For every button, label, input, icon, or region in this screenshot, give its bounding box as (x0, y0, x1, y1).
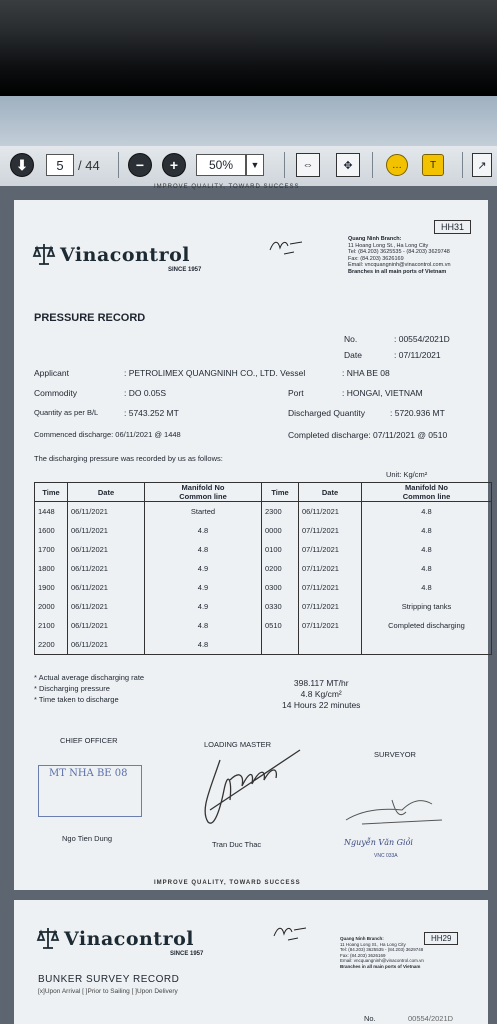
vessel-stamp (38, 765, 142, 817)
since-text: SINCE 1957 (170, 951, 204, 957)
table-cell: 07/11/2021 (299, 559, 362, 578)
table-cell: 0300 (262, 578, 299, 597)
vinacontrol-logo-icon (32, 242, 56, 266)
table-cell: 06/11/2021 (68, 521, 145, 540)
fit-width-button[interactable] (296, 152, 320, 178)
table-cell (362, 635, 492, 655)
branch-line: 11 Hoang Long St., Ha Long City (348, 242, 429, 249)
table-cell: 4.9 (145, 597, 262, 616)
table-cell: 0200 (262, 559, 299, 578)
table-cell: 06/11/2021 (68, 635, 145, 655)
table-cell: 1800 (35, 559, 68, 578)
document-page (14, 184, 488, 890)
branch-line: Branches in all main ports of Vietnam (348, 268, 447, 275)
page-number-field[interactable] (46, 152, 74, 178)
qty-bl-value: : 5743.252 MT (124, 408, 179, 418)
intro-text: The discharging pressure was recorded by us as follows: (34, 454, 223, 463)
table-cell: 4.8 (362, 502, 492, 522)
pressure-table (34, 482, 492, 655)
chevron-down-icon[interactable]: ▼ (246, 154, 264, 176)
next-page-button[interactable] (10, 152, 34, 178)
branch-address (348, 236, 451, 275)
table-cell: 4.9 (145, 559, 262, 578)
branch-line: Quang Ninh Branch: (340, 936, 384, 941)
handwritten-initials (268, 236, 308, 263)
table-cell: 1900 (35, 578, 68, 597)
table-cell: 4.8 (362, 559, 492, 578)
table-cell: 07/11/2021 (299, 616, 362, 635)
summary-label: * Actual average discharging rate (34, 673, 145, 682)
summary-label: * Discharging pressure (34, 684, 110, 693)
highlight-button[interactable] (422, 152, 444, 178)
toolbar-separator (118, 152, 119, 178)
table-cell: Stripping tanks (362, 597, 492, 616)
port-label: Port (288, 388, 304, 398)
summary-value: 14 Hours 22 minutes (282, 700, 361, 710)
surveyor-signature (342, 790, 452, 835)
company-logo-text: Vinacontrol (64, 928, 194, 950)
date-value: : 07/11/2021 (394, 350, 441, 360)
zoom-out-button[interactable] (128, 152, 152, 178)
table-row (35, 578, 492, 597)
form-code: HH31 (434, 220, 471, 234)
zoom-in-button[interactable] (162, 152, 186, 178)
toolbar-separator (284, 152, 285, 178)
expand-button[interactable] (472, 152, 492, 178)
company-logo-text: Vinacontrol (60, 244, 190, 266)
no-value: : 00554/2021D (394, 334, 450, 344)
table-cell: 07/11/2021 (299, 578, 362, 597)
branch-address (340, 936, 424, 969)
surveyor-code: VNC 033A (374, 853, 398, 859)
summary-value: 4.8 Kg/cm² (300, 689, 342, 699)
table-cell: 2100 (35, 616, 68, 635)
branch-line: Tel: (84.203) 3625535 - (84.203) 3629748 (340, 947, 424, 952)
summary-value: 398.117 MT/hr (293, 678, 349, 688)
page-total: / 44 (78, 157, 100, 173)
table-row (35, 635, 492, 655)
branch-line: Branches in all main ports of Vietnam (340, 963, 421, 969)
header-date: Date (68, 483, 145, 502)
table-cell: 4.8 (362, 521, 492, 540)
stamp-text: MT NHA BE 08 (49, 768, 128, 779)
monitor-bezel (0, 0, 497, 96)
window-titlebar (0, 96, 497, 146)
summary-values (282, 678, 360, 711)
table-cell: 1448 (35, 502, 68, 522)
table-cell: 2200 (35, 635, 68, 655)
fit-width-icon: ⇔ (296, 153, 320, 177)
table-cell: 4.9 (145, 578, 262, 597)
table-cell: 0330 (262, 597, 299, 616)
table-cell (299, 635, 362, 655)
commodity-label: Commodity (34, 388, 77, 398)
document-title: PRESSURE RECORD (34, 312, 146, 324)
pdf-toolbar (0, 146, 497, 187)
header-manifold: Manifold No Common line (362, 483, 492, 502)
toolbar-separator (462, 152, 463, 178)
loading-master-name: Tran Duc Thac (212, 840, 262, 849)
comment-button[interactable] (386, 152, 408, 178)
header-date: Date (299, 483, 362, 502)
table-row (35, 559, 492, 578)
page-current[interactable]: 5 (46, 154, 74, 176)
table-cell: 07/11/2021 (299, 597, 362, 616)
table-cell: 07/11/2021 (299, 521, 362, 540)
table-cell: 0510 (262, 616, 299, 635)
commenced-discharge: Commenced discharge: 06/11/2021 @ 1448 (34, 430, 181, 439)
commodity-value: : DO 0.05S (124, 388, 167, 398)
table-cell: 07/11/2021 (299, 540, 362, 559)
highlight-text-icon: T (422, 154, 444, 176)
table-cell: Started (145, 502, 262, 522)
chief-officer-name: Ngo Tien Dung (62, 834, 113, 843)
no-label: No. (364, 1014, 376, 1023)
handwritten-initials (272, 922, 312, 949)
no-label: No. (344, 334, 358, 344)
applicant-value: : PETROLIMEX QUANGNINH CO., LTD. Vessel (124, 368, 306, 378)
no-value: 00554/2021D (408, 1014, 454, 1023)
header-time: Time (262, 483, 299, 502)
discharged-label: Discharged Quantity (288, 408, 366, 418)
table-header-row (35, 483, 492, 502)
branch-line: 11 Hoang Long St., Ha Long City (340, 941, 406, 947)
survey-options: [x]Upon Arrival [ ]Prior to Sailing [ ]Upon Delivery (38, 988, 178, 995)
table-cell: 0100 (262, 540, 299, 559)
zoom-value: 50% (196, 154, 246, 176)
table-cell: 06/11/2021 (68, 578, 145, 597)
port-value: : HONGAI, VIETNAM (342, 388, 423, 398)
table-cell: 4.8 (362, 540, 492, 559)
table-cell: 06/11/2021 (68, 559, 145, 578)
vessel-value: : NHA BE 08 (342, 368, 390, 378)
toolbar-separator (372, 152, 373, 178)
branch-line: Email: vncquangninh@vinacontrol.com.vn (340, 958, 424, 963)
loading-master-signature (180, 740, 310, 835)
discharged-value: : 5720.936 MT (390, 408, 445, 418)
table-row (35, 597, 492, 616)
table-cell: 4.8 (145, 521, 262, 540)
table-cell: 2300 (262, 502, 299, 522)
table-cell: 4.8 (362, 578, 492, 597)
zoom-select[interactable] (196, 152, 264, 178)
completed-discharge: Completed discharge: 07/11/2021 @ 0510 (288, 430, 448, 440)
chief-officer-label: CHIEF OFFICER (60, 736, 118, 745)
document-page-next (14, 900, 488, 1024)
applicant-label: Applicant (34, 368, 69, 378)
summary-label: * Time taken to discharge (34, 695, 119, 704)
vinacontrol-logo-icon (36, 926, 60, 950)
table-cell: 1600 (35, 521, 68, 540)
table-cell (262, 635, 299, 655)
table-cell: 06/11/2021 (68, 540, 145, 559)
table-cell: 2000 (35, 597, 68, 616)
branch-line: Fax: (84.203) 3626169 (348, 255, 404, 262)
form-code: HH29 (424, 932, 458, 945)
minus-icon: − (128, 153, 152, 177)
footer-banner: IMPROVE QUALITY, TOWARD SUCCESS (154, 880, 301, 886)
fit-page-icon: ✥ (336, 153, 360, 177)
branch-line: Tel: (84.203) 3625535 - (84.203) 3629748 (348, 249, 450, 255)
fit-page-button[interactable] (336, 152, 360, 178)
branch-line: Fax: (84.203) 3626169 (340, 952, 386, 958)
table-cell: 0000 (262, 521, 299, 540)
surveyor-name: Nguyễn Văn Giỏi (344, 838, 413, 847)
top-banner: IMPROVE QUALITY, TOWARD SUCCESS (154, 184, 300, 190)
surveyor-label: SURVEYOR (374, 750, 416, 759)
summary-labels (34, 672, 144, 705)
table-cell: Completed discharging (362, 616, 492, 635)
table-row (35, 502, 492, 522)
table-cell: 06/11/2021 (299, 502, 362, 522)
table-cell: 4.8 (145, 635, 262, 655)
table-cell: 06/11/2021 (68, 616, 145, 635)
qty-bl-label: Quantity as per B/L (34, 408, 99, 417)
table-cell: 4.8 (145, 616, 262, 635)
arrow-down-icon: ⬇ (10, 153, 34, 177)
table-cell: 1700 (35, 540, 68, 559)
plus-icon: + (162, 153, 186, 177)
table-row (35, 616, 492, 635)
table-cell: 06/11/2021 (68, 597, 145, 616)
branch-line: Quang Ninh Branch: (348, 236, 402, 242)
table-row (35, 521, 492, 540)
header-time: Time (35, 483, 68, 502)
table-cell: 06/11/2021 (68, 502, 145, 522)
table-cell: 4.8 (145, 540, 262, 559)
loading-master-label: LOADING MASTER (204, 740, 272, 749)
document-title: BUNKER SURVEY RECORD (38, 974, 180, 985)
branch-line: Email: vncquangninh@vinacontrol.com.vn (348, 262, 451, 268)
unit-label: Unit: Kg/cm² (386, 470, 428, 479)
date-label: Date (344, 350, 362, 360)
since-text: SINCE 1957 (168, 267, 202, 273)
comment-icon: … (386, 154, 408, 176)
expand-icon: ↗ (472, 153, 492, 177)
header-manifold: Manifold No Common line (145, 483, 262, 502)
table-row (35, 540, 492, 559)
